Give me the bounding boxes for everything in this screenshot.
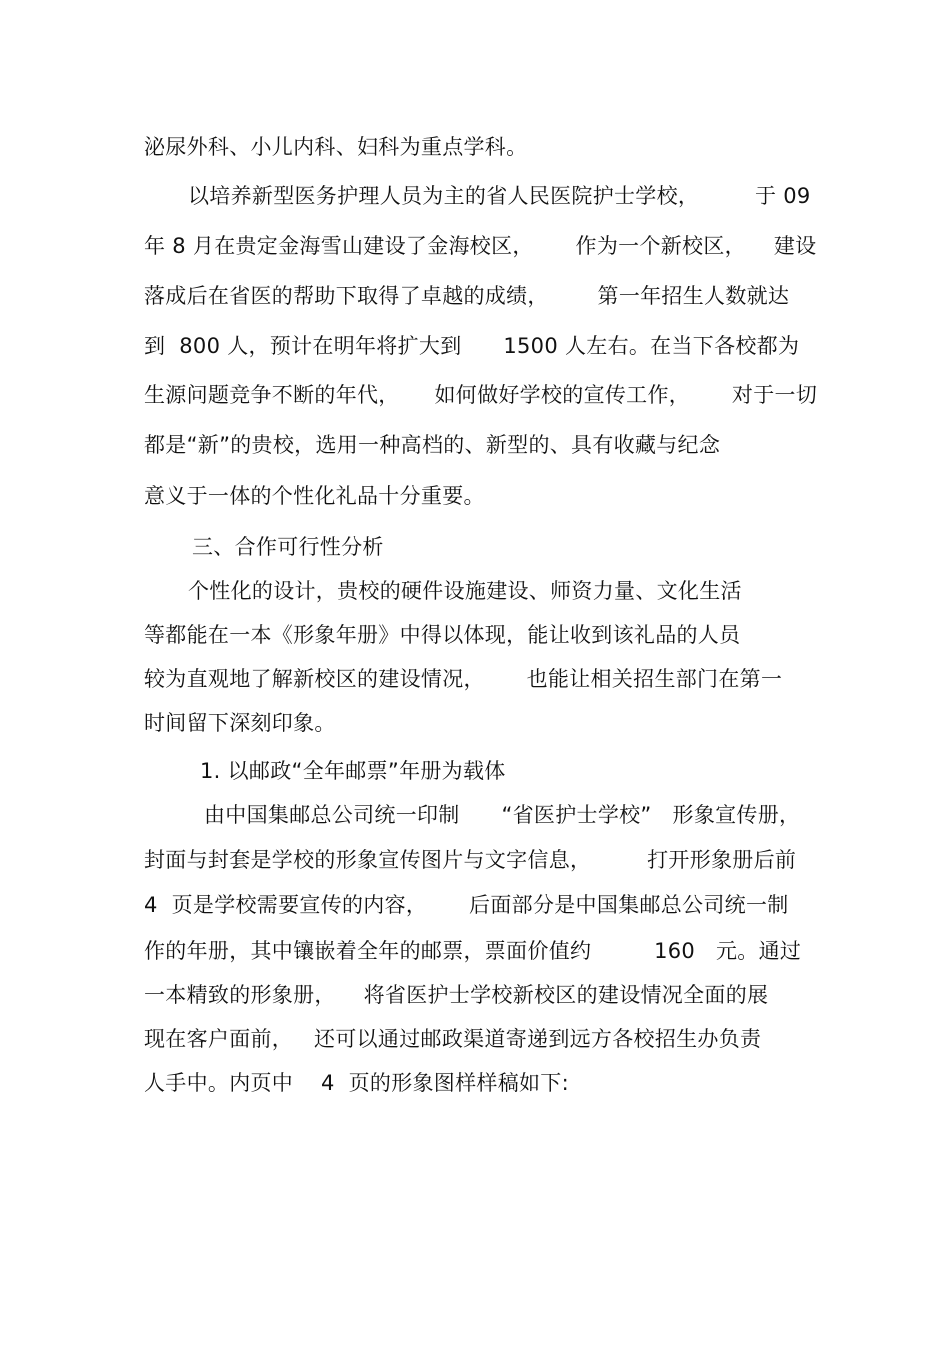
text-line: 年 8 月在贵定金海雪山建设了金海校区， 作为一个新校区， 建设 xyxy=(144,234,817,258)
text-line: 作的年册，其中镶嵌着全年的邮票，票面价值约 160 元。通过 xyxy=(144,939,802,963)
text-line: 由中国集邮总公司统一印制 “省医护士学校” 形象宣传册， xyxy=(204,803,801,827)
text-line: 封面与封套是学校的形象宣传图片与文字信息， 打开形象册后前 xyxy=(144,848,797,872)
text-line: 人手中。内页中 4 页的形象图样样稿如下: xyxy=(144,1071,569,1095)
text-line: 一本精致的形象册， 将省医护士学校新校区的建设情况全面的展 xyxy=(144,983,769,1007)
text-line: 4 页是学校需要宣传的内容， 后面部分是中国集邮总公司统一制 xyxy=(144,893,789,917)
text-line: 到 800 人，预计在明年将扩大到 1500 人左右。在当下各校都为 xyxy=(144,334,800,358)
subsection-heading: 1. 以邮政“全年邮票”年册为载体 xyxy=(200,759,506,783)
text-line: 意义于一体的个性化礼品十分重要。 xyxy=(144,484,485,508)
section-heading: 三、合作可行性分析 xyxy=(192,535,384,559)
text-line: 泌尿外科、小儿内科、妇科为重点学科。 xyxy=(144,135,528,159)
text-line: 以培养新型医务护理人员为主的省人民医院护士学校， 于 09 xyxy=(188,184,811,208)
text-line: 落成后在省医的帮助下取得了卓越的成绩， 第一年招生人数就达 xyxy=(144,284,790,308)
text-line: 现在客户面前， 还可以通过邮政渠道寄递到远方各校招生办负责 xyxy=(144,1027,762,1051)
text-line: 等都能在一本《形象年册》中得以体现，能让收到该礼品的人员 xyxy=(144,623,741,647)
text-line: 时间留下深刻印象。 xyxy=(144,711,336,735)
text-line: 较为直观地了解新校区的建设情况， 也能让相关招生部门在第一 xyxy=(144,667,783,691)
text-line: 生源问题竞争不断的年代， 如何做好学校的宣传工作， 对于一切 xyxy=(144,383,818,407)
text-line: 个性化的设计，贵校的硬件设施建设、师资力量、文化生活 xyxy=(188,579,742,603)
text-line: 都是“新”的贵校，选用一种高档的、新型的、具有收藏与纪念 xyxy=(144,433,721,457)
